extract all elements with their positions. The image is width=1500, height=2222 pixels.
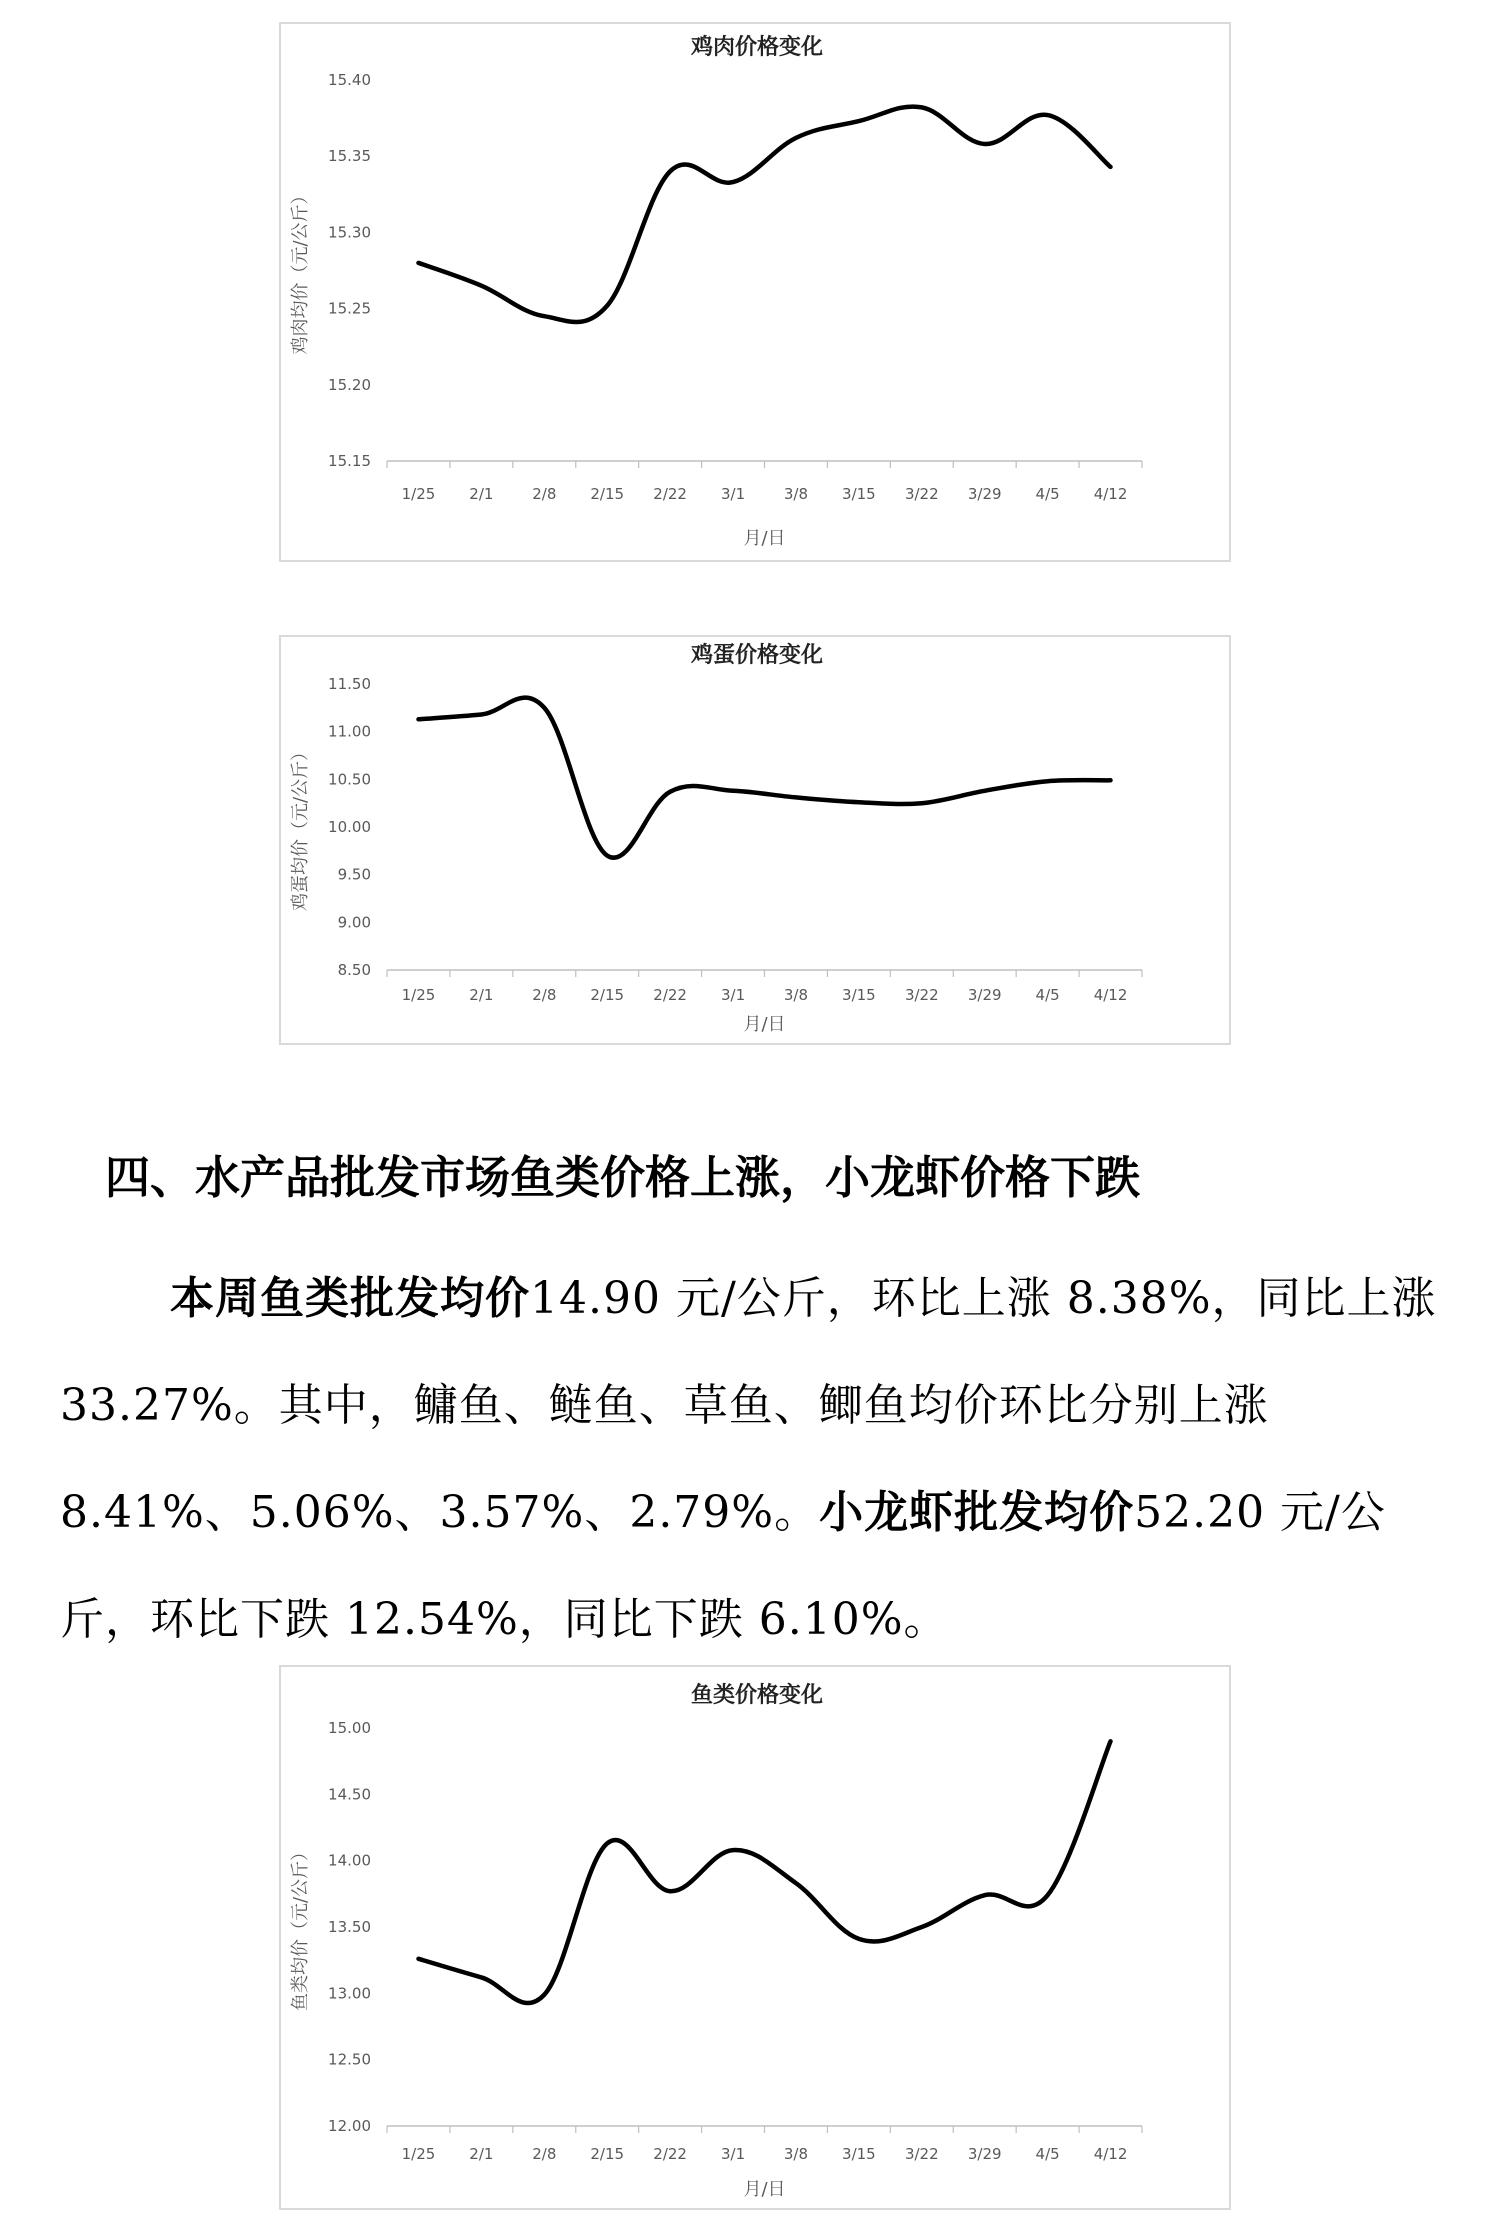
chart-title: 鸡蛋价格变化 <box>690 643 824 668</box>
x-tick-label: 2/15 <box>590 2145 625 2163</box>
x-tick-label: 1/25 <box>401 2145 436 2163</box>
x-tick-label: 3/22 <box>904 986 939 1004</box>
x-axis-label: 月/日 <box>743 528 786 549</box>
chicken-price-chart <box>279 22 1231 562</box>
y-tick-label: 15.00 <box>328 1719 371 1737</box>
x-tick-label: 3/29 <box>967 986 1002 1004</box>
x-tick-label: 2/8 <box>532 2145 557 2163</box>
x-tick-label: 2/15 <box>590 485 625 503</box>
series-line <box>419 107 1111 322</box>
y-tick-label: 10.00 <box>328 818 371 836</box>
x-tick-label: 3/8 <box>783 986 809 1004</box>
x-tick-label: 3/29 <box>967 485 1002 503</box>
y-tick-label: 15.15 <box>328 452 371 470</box>
x-tick-label: 2/22 <box>653 986 687 1004</box>
x-tick-label: 3/15 <box>842 485 876 503</box>
x-tick-label: 2/15 <box>590 986 625 1004</box>
x-tick-label: 4/5 <box>1035 986 1060 1004</box>
x-tick-label: 4/5 <box>1035 485 1060 503</box>
series-line <box>419 698 1111 858</box>
x-tick-label: 3/15 <box>842 986 876 1004</box>
x-tick-label: 2/1 <box>469 2145 494 2163</box>
x-tick-label: 2/22 <box>653 2145 687 2163</box>
x-tick-label: 4/12 <box>1093 2145 1128 2163</box>
chart-title: 鱼类价格变化 <box>690 1683 824 1708</box>
y-tick-label: 14.50 <box>328 1785 371 1804</box>
x-tick-label: 1/25 <box>401 485 436 503</box>
fish-chart-svg <box>281 1667 1233 2212</box>
x-tick-label: 4/12 <box>1093 485 1128 503</box>
y-tick-label: 13.00 <box>328 1984 371 2003</box>
x-tick-label: 4/12 <box>1093 986 1128 1004</box>
x-tick-label: 3/22 <box>904 2145 939 2163</box>
y-tick-label: 15.20 <box>328 375 371 394</box>
x-axis-label: 月/日 <box>743 1014 786 1035</box>
x-tick-label: 2/8 <box>532 485 557 503</box>
y-tick-label: 9.00 <box>337 913 371 932</box>
section-paragraph <box>60 1245 1455 1673</box>
x-tick-label: 2/22 <box>653 485 687 503</box>
fish-price-text: 14.90 元/公斤，环比上涨 8.38%，同比上涨 33.27%。其中，鳙鱼、鲢鱼、草鱼、鲫鱼均价环比分别上涨 8.41%、5.06%、3.57%、2.79%。 <box>60 1273 1437 1538</box>
x-tick-label: 3/29 <box>967 2145 1002 2163</box>
x-axis-label: 月/日 <box>743 2179 786 2200</box>
x-tick-label: 2/1 <box>469 485 494 503</box>
x-tick-label: 3/8 <box>783 485 809 503</box>
y-tick-label: 11.50 <box>328 675 371 693</box>
y-tick-label: 10.50 <box>328 770 371 789</box>
y-axis-label: 鸡蛋均价（元/公斤） <box>290 742 311 912</box>
x-tick-label: 4/5 <box>1035 2145 1060 2163</box>
y-tick-label: 15.25 <box>328 299 371 318</box>
chart-title: 鸡肉价格变化 <box>690 35 824 60</box>
x-tick-label: 3/1 <box>720 986 746 1004</box>
fish-price-chart <box>279 1665 1231 2210</box>
section-heading: 四、水产品批发市场鱼类价格上涨，小龙虾价格下跌 <box>105 1151 1141 1204</box>
chicken-chart-svg <box>281 24 1233 564</box>
y-tick-label: 8.50 <box>337 961 371 979</box>
crayfish-price-label: 小龙虾批发均价 <box>819 1487 1135 1538</box>
y-tick-label: 15.30 <box>328 223 371 242</box>
fish-price-label: 本周鱼类批发均价 <box>170 1273 530 1324</box>
y-tick-label: 15.40 <box>328 71 371 89</box>
x-tick-label: 3/22 <box>904 485 939 503</box>
series-line <box>419 1741 1111 2003</box>
y-axis-label: 鱼类均价（元/公斤） <box>290 1842 311 2012</box>
egg-price-chart <box>279 635 1231 1045</box>
y-tick-label: 15.35 <box>328 147 371 166</box>
y-tick-label: 12.50 <box>328 2050 371 2069</box>
y-tick-label: 11.00 <box>328 722 371 741</box>
y-axis-label: 鸡肉均价（元/公斤） <box>290 186 311 355</box>
y-tick-label: 9.50 <box>337 865 371 884</box>
x-tick-label: 2/1 <box>469 986 494 1004</box>
y-tick-label: 14.00 <box>328 1851 371 1870</box>
y-tick-label: 12.00 <box>328 2117 371 2135</box>
x-tick-label: 3/1 <box>720 485 746 503</box>
x-tick-label: 3/15 <box>842 2145 876 2163</box>
egg-chart-svg <box>281 637 1233 1047</box>
x-tick-label: 3/1 <box>720 2145 746 2163</box>
x-tick-label: 3/8 <box>783 2145 809 2163</box>
x-tick-label: 2/8 <box>532 986 557 1004</box>
crayfish-price-text: 52.20 元/公斤，环比下跌 12.54%，同比下跌 6.10%。 <box>60 1487 1386 1645</box>
x-tick-label: 1/25 <box>401 986 436 1004</box>
y-tick-label: 13.50 <box>328 1918 371 1936</box>
